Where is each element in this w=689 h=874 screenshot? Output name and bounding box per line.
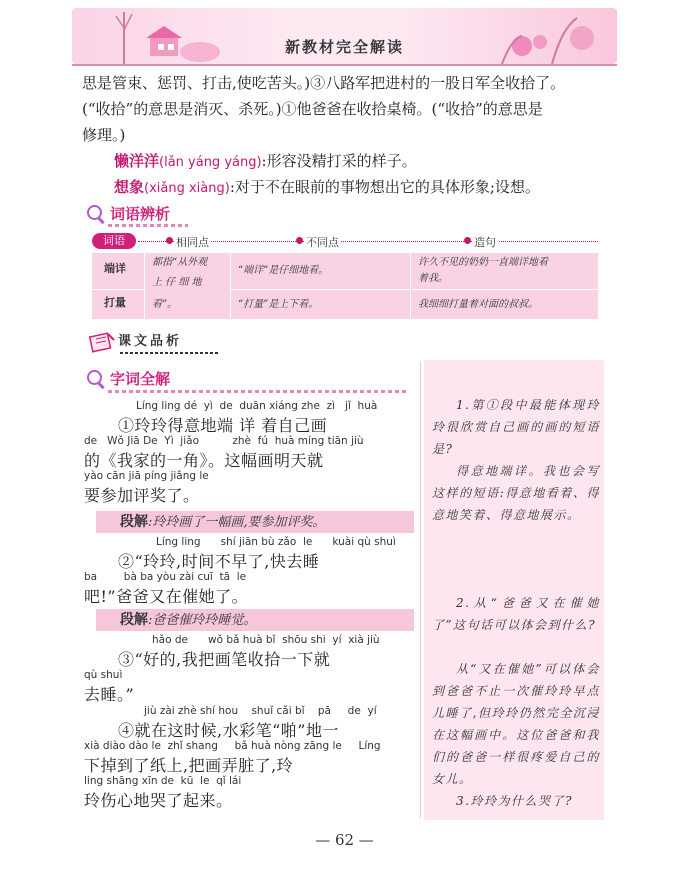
text-line: 吧!”爸爸又在催她了。 (84, 587, 249, 606)
text-line: 要参加评奖了。 (84, 486, 200, 505)
table-hline (230, 289, 598, 290)
pinyin-line: qù shuì (84, 669, 123, 681)
pinyin-line: Líng ling dé yì de duān xiáng zhe zì jǐ huà (136, 400, 378, 412)
table-header-diff: 不同点 (306, 236, 339, 249)
answer-1: 得意地端详。我也会写这样的短语:得意地看着、得意地笑着、得意地展示。 (432, 464, 600, 522)
notebook-icon (88, 330, 116, 354)
bullet-dot (464, 237, 471, 244)
pinyin-line: jiù zài zhè shí hou shuǐ cǎi bǐ pā de yí (144, 705, 377, 717)
question-3: 3.玲玲为什么哭了? (456, 794, 573, 808)
table-vline (230, 253, 231, 319)
table-cell-word: 端详 (104, 262, 126, 275)
table-vline (410, 253, 411, 319)
summary-text: :爸爸催玲玲睡觉。 (148, 613, 257, 628)
paragraph-summary-bar (96, 511, 414, 533)
term-word: 想象 (114, 178, 145, 196)
table-hline (92, 289, 144, 290)
bullet-dot (296, 237, 303, 244)
term-pinyin: (xiǎng xiàng) (144, 181, 230, 196)
table-header-same: 相同点 (176, 236, 209, 249)
header-divider (72, 64, 617, 66)
text-line: 去睡。” (84, 685, 135, 704)
pinyin-line: yào cān jiā píng jiǎng le (84, 470, 209, 482)
pinyin-line: xià diào dào le zhǐ shang bǎ huà nòng zāng le Líng (84, 740, 381, 752)
section-underline (108, 390, 408, 393)
word-compare-table (92, 253, 598, 319)
term-pinyin: (lǎn yáng yáng) (159, 155, 262, 170)
table-cell-same: 都指“从外观 (152, 257, 208, 268)
header-banner (72, 8, 617, 64)
intro-line-3: 修理。) (82, 126, 126, 144)
text-line: ③“好的,我把画笔收拾一下就 (118, 650, 331, 669)
text-line: 玲伤心地哭了起来。 (84, 791, 233, 810)
pinyin-line: Líng ling shí jiān bù zǎo le kuài qù shuì (156, 536, 396, 548)
answer-2: 从“又在催她”可以体会到爸爸不止一次催玲玲早点儿睡了,但玲玲仍然完全沉浸在这幅画中。这位爸爸和我们的爸爸一样很疼爱自己的女儿。 (432, 662, 600, 786)
pinyin-line: de Wǒ Jiā De Yì jiǎo zhè fú huà míng tiān jiù (84, 435, 364, 447)
summary-label: 段解 (120, 612, 148, 628)
term-word: 懒洋洋 (114, 152, 160, 170)
table-cell-sentence: 许久不见的奶奶一直端详地看 (418, 257, 548, 268)
table-cell-same: 看”。 (152, 299, 178, 310)
term-lanyangyang (114, 150, 417, 174)
lesson-title: 课文品析 (118, 334, 183, 349)
paragraph-summary-bar (96, 609, 414, 631)
table-header (92, 233, 598, 251)
table-header-sentence: 造句 (474, 236, 496, 249)
table-cell-diff: “端详”是仔细地看。 (238, 265, 329, 276)
text-line: ②“玲玲,时间不早了,快去睡 (118, 552, 320, 571)
question-2: 2.从“爸爸又在催她了”这句话可以体会到什么? (432, 596, 600, 632)
table-header-pill: 词语 (92, 233, 136, 249)
page-number: — 62 — (315, 831, 374, 849)
section-title-text: 词语辨析 (110, 205, 171, 223)
section-ciyu-bianxi (86, 203, 170, 224)
table-cell-sentence: 着我。 (418, 273, 448, 284)
table-vline (144, 253, 145, 319)
section-underline (108, 224, 188, 227)
term-definition: :对于不在眼前的事物想出它的具体形象;设想。 (229, 178, 540, 196)
question-1: 1.第①段中最能体现玲玲很欣赏自己画的画的短语是? (432, 398, 600, 456)
table-cell-sentence: 我细细打量着对面的叔叔。 (418, 299, 538, 310)
text-line: 下掉到了纸上,把画弄脏了,玲 (84, 756, 294, 775)
table-cell-word: 打量 (104, 296, 126, 309)
pinyin-line: hǎo de wǒ bǎ huà bǐ shōu shi yí xià jiù (152, 634, 380, 646)
lesson-underline (120, 352, 220, 354)
term-definition: :形容没精打采的样子。 (261, 152, 417, 170)
magnifier-icon (86, 204, 106, 224)
term-xiangxiang (114, 176, 540, 200)
section-title-text: 字词全解 (110, 370, 171, 388)
column-divider (420, 362, 421, 818)
text-line: 的《我家的一角》。这幅画明天就 (84, 451, 324, 470)
summary-label: 段解 (120, 514, 148, 530)
pinyin-line: ling shāng xīn de kū le qǐ lái (84, 775, 242, 787)
intro-line-2: (“收拾”的意思是消灭、杀死。)①他爸爸在收拾桌椅。(“收拾”的意思是 (82, 100, 543, 118)
table-cell-diff: “打量”是上下看。 (238, 299, 319, 310)
table-cell-same: 上 仔 细 地 (152, 277, 202, 288)
header-title: 新教材完全解读 (284, 38, 404, 56)
section-zici-quanjie (86, 368, 170, 389)
summary-text: :玲玲画了一幅画,要参加评奖。 (148, 515, 326, 530)
bullet-dot (166, 237, 173, 244)
text-line: ①玲玲得意地端 详 着自己画 (118, 416, 328, 435)
pinyin-line: ba bà ba yòu zài cuī tā le (84, 571, 247, 583)
intro-line-1: 思是管束、惩罚、打击,使吃苦头。)③八路军把进村的一股日军全收拾了。 (82, 74, 566, 92)
text-line: ④就在这时候,水彩笔“啪”地一 (118, 721, 339, 740)
magnifier-icon (86, 369, 106, 389)
